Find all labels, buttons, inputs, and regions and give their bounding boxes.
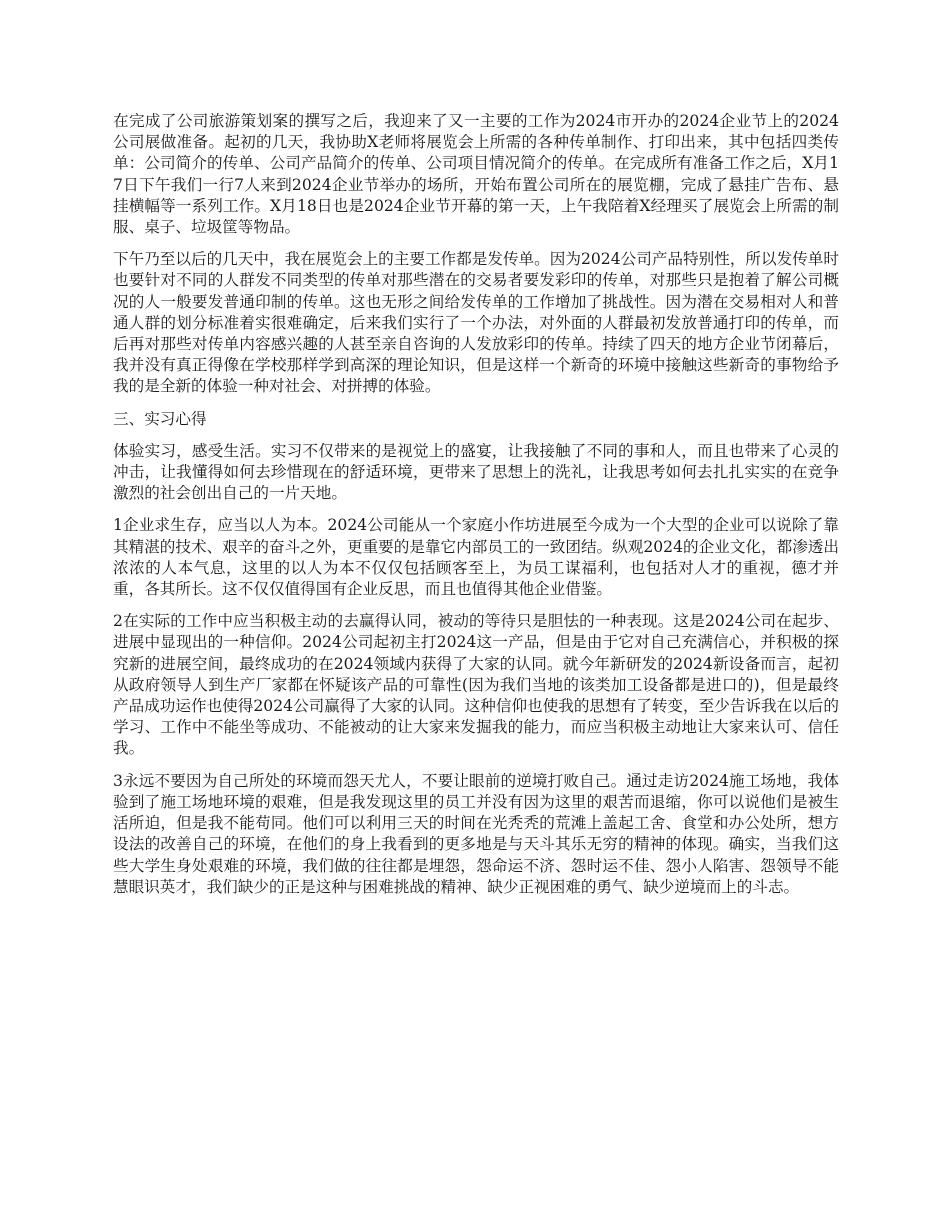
paragraph-leaflets: 下午乃至以后的几天中，我在展览会上的主要工作都是发传单。因为2024公司产品特别性，所以发传单时也要针对不同的人群发不同类型的传单对那些潜在的交易者要发彩印的传单，对那些只是抱着了解公司概况的人一般要发普通印制的传单。这也无形之间给发传单的工作增加了挑战性。因为潜在交易相对人和普通人群的划分标准着实很难确定，后来我们实行了一个办法，对外面的人群最初发放普通打印的传单，而后再对那些对传单内容感兴趣的人甚至亲自咨询的人发放彩印的传单。持续了四天的地方企业节闭幕后，我并没有真正得像在学校那样学到高深的理论知识，但是这样一个新奇的环境中接触这些新奇的事物给予我的是全新的体验一种对社会、对拼搏的体验。	[113, 250, 839, 396]
paragraph-point-1: 1企业求生存，应当以人为本。2024公司能从一个家庭小作坊进展至今成为一个大型的企业可以说除了靠其精湛的技术、艰辛的奋斗之外，更重要的是靠它内部员工的一致团结。纵观2024的企业文化，都渗透出浓浓的人本气息，这里的以人为本不仅仅包括顾客至上，为员工谋福利，也包括对人才的重视，德才并重，各其所长。这不仅仅值得国有企业反思，而且也值得其他企业借鉴。	[113, 516, 839, 599]
paragraph-exhibition-prep: 在完成了公司旅游策划案的撰写之后，我迎来了又一主要的工作为2024市开办的2024企业节上的2024公司展做准备。起初的几天，我协助X老师将展览会上所需的各种传单制作、打印出来，其中包括四类传单：公司简介的传单、公司产品简介的传单、公司项目情况简介的传单。在完成所有准备工作之后，X月17日下午我们一行7人来到2024企业节举办的场所，开始布置公司所在的展览棚，完成了悬挂广告布、悬挂横幅等一系列工作。X月18日也是2024企业节开幕的第一天，上午我陪着X经理买了展览会上所需的制服、桌子、垃圾筐等物品。	[113, 112, 839, 237]
paragraph-point-3: 3永远不要因为自己所处的环境而怨天尤人，不要让眼前的逆境打败自己。通过走访2024施工场地，我体验到了施工场地环境的艰难，但是我发现这里的员工并没有因为这里的艰苦而退缩，你可以说他们是被生活所迫，但是我不能苟同。他们可以利用三天的时间在光秃秃的荒滩上盖起工舍、食堂和办公处所，想方设法的改善自己的环境，在他们的身上我看到的更多地是与天斗其乐无穷的精神的体现。确实，当我们这些大学生身处艰难的环境，我们做的往往都是埋怨，怨命运不济、怨时运不佳、怨小人陷害、怨领导不能慧眼识英才，我们缺少的正是这种与困难挑战的精神、缺少正视困难的勇气、缺少逆境而上的斗志。	[113, 771, 839, 896]
paragraph-experience: 体验实习，感受生活。实习不仅带来的是视觉上的盛宴，让我接触了不同的事和人，而且也带来了心灵的冲击，让我懂得如何去珍惜现在的舒适环境，更带来了思想上的洗礼，让我思考如何去扎扎实实的在竞争激烈的社会创出自己的一片天地。	[113, 441, 839, 503]
section-heading: 三、实习心得	[113, 409, 207, 428]
document-body	[113, 111, 839, 909]
paragraph-point-2: 2在实际的工作中应当积极主动的去赢得认同，被动的等待只是胆怯的一种表现。这是2024公司在起步、进展中显现出的一种信仰。2024公司起初主打2024这一产品，但是由于它对自己充满信心，并积极的探究新的进展空间，最终成功的在2024领域内获得了大家的认同。就今年新研发的2024新设备而言，起初从政府领导人到生产厂家都在怀疑该产品的可靠性(因为我们当地的该类加工设备都是进口的)，但是最终产品成功运作也使得2024公司赢得了大家的认同。这种信仰也使我的思想有了转变，至少告诉我在以后的学习、工作中不能坐等成功、不能被动的让大家来发掘我的能力，而应当积极主动地让大家来认可、信任我。	[113, 612, 839, 758]
